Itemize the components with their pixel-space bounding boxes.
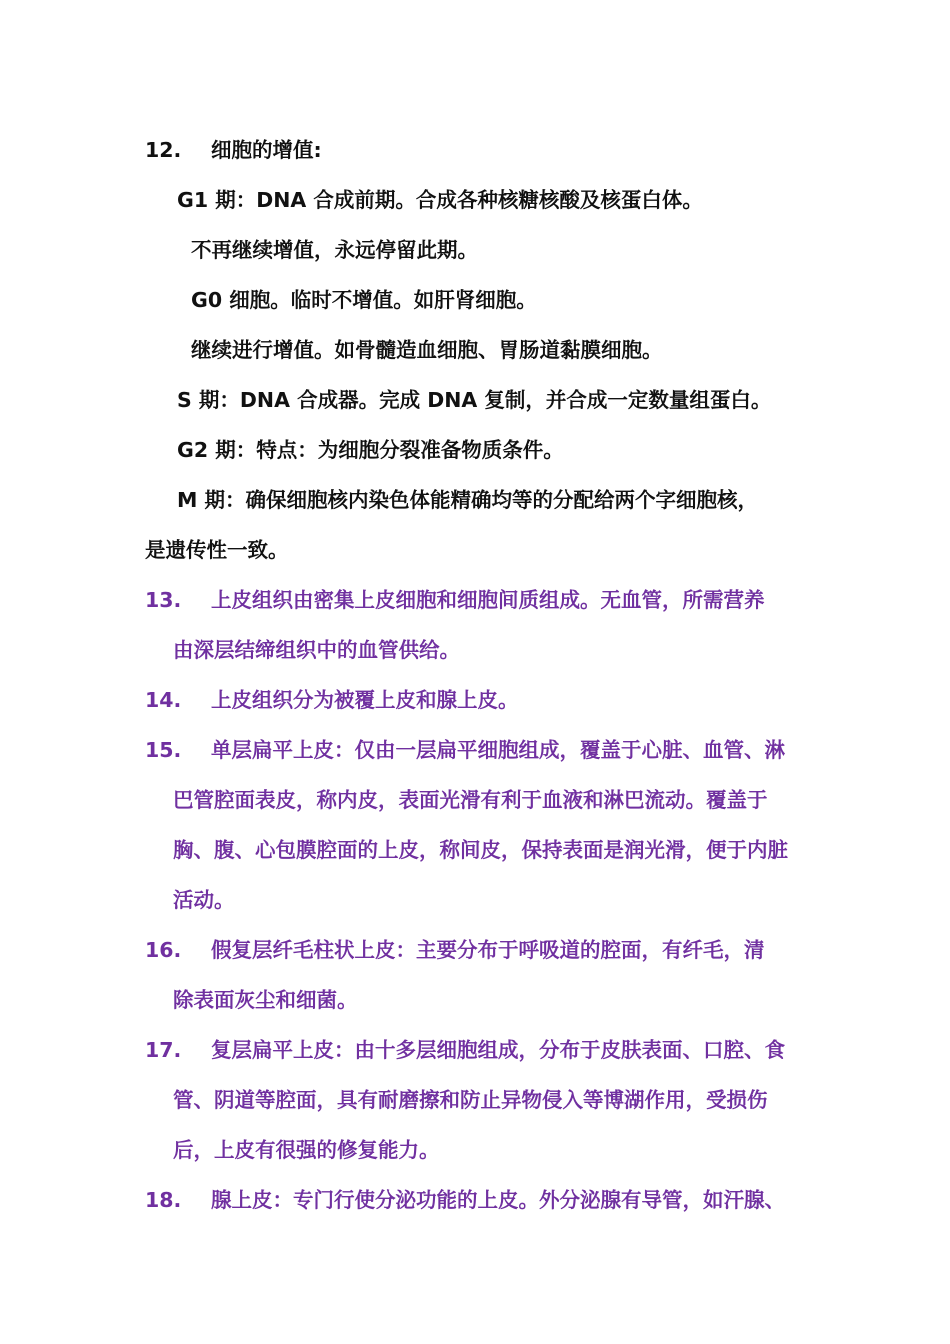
- item-text-line: 后，上皮有很强的修复能力。: [173, 1138, 440, 1162]
- sub-line-m-cont: 是遗传性一致。: [145, 538, 289, 562]
- item-heading: 细胞的增值:: [211, 138, 322, 162]
- item-number: 13.: [145, 588, 182, 612]
- item-text-line: 巴管腔面表皮，称内皮，表面光滑有利于血液和淋巴流动。覆盖于: [173, 788, 768, 812]
- item-text-line: 腺上皮：专门行使分泌功能的上皮。外分泌腺有导管，如汗腺、: [211, 1188, 785, 1212]
- item-text-line: 由深层结缔组织中的血管供给。: [173, 638, 460, 662]
- item-number: 16.: [145, 938, 182, 962]
- item-text-line: 除表面灰尘和细菌。: [173, 988, 358, 1012]
- sub-line-m: M 期：确保细胞核内染色体能精确均等的分配给两个字细胞核，: [177, 488, 759, 512]
- item-text-line: 活动。: [173, 888, 235, 912]
- item-text-line: 胸、腹、心包膜腔面的上皮，称间皮，保持表面是润光滑，便于内脏: [173, 838, 788, 862]
- sub-line-s: S 期：DNA 合成器。完成 DNA 复制，并合成一定数量组蛋白。: [177, 388, 772, 412]
- item-text-line: 上皮组织分为被覆上皮和腺上皮。: [211, 688, 519, 712]
- item-text-line: 复层扁平上皮：由十多层细胞组成，分布于皮肤表面、口腔、食: [211, 1038, 785, 1062]
- item-text-line: 单层扁平上皮：仅由一层扁平细胞组成，覆盖于心脏、血管、淋: [211, 738, 785, 762]
- item-text-line: 管、阴道等腔面，具有耐磨擦和防止异物侵入等博湖作用，受损伤: [173, 1088, 768, 1112]
- item-number: 18.: [145, 1188, 182, 1212]
- sub-line-no-proliferation: 不再继续增值，永远停留此期。: [191, 238, 478, 262]
- sub-line-g2: G2 期：特点：为细胞分裂准备物质条件。: [177, 438, 564, 462]
- item-number: 12.: [145, 138, 182, 162]
- sub-line-g1: G1 期：DNA 合成前期。合成各种核糖核酸及核蛋白体。: [177, 188, 703, 212]
- item-text-line: 假复层纤毛柱状上皮：主要分布于呼吸道的腔面，有纤毛，清: [211, 938, 765, 962]
- item-number: 14.: [145, 688, 182, 712]
- sub-line-g0: G0 细胞。临时不增值。如肝肾细胞。: [191, 288, 537, 312]
- item-number: 17.: [145, 1038, 182, 1062]
- item-number: 15.: [145, 738, 182, 762]
- sub-line-continue: 继续进行增值。如骨髓造血细胞、胃肠道黏膜细胞。: [191, 338, 663, 362]
- item-text-line: 上皮组织由密集上皮细胞和细胞间质组成。无血管，所需营养: [211, 588, 765, 612]
